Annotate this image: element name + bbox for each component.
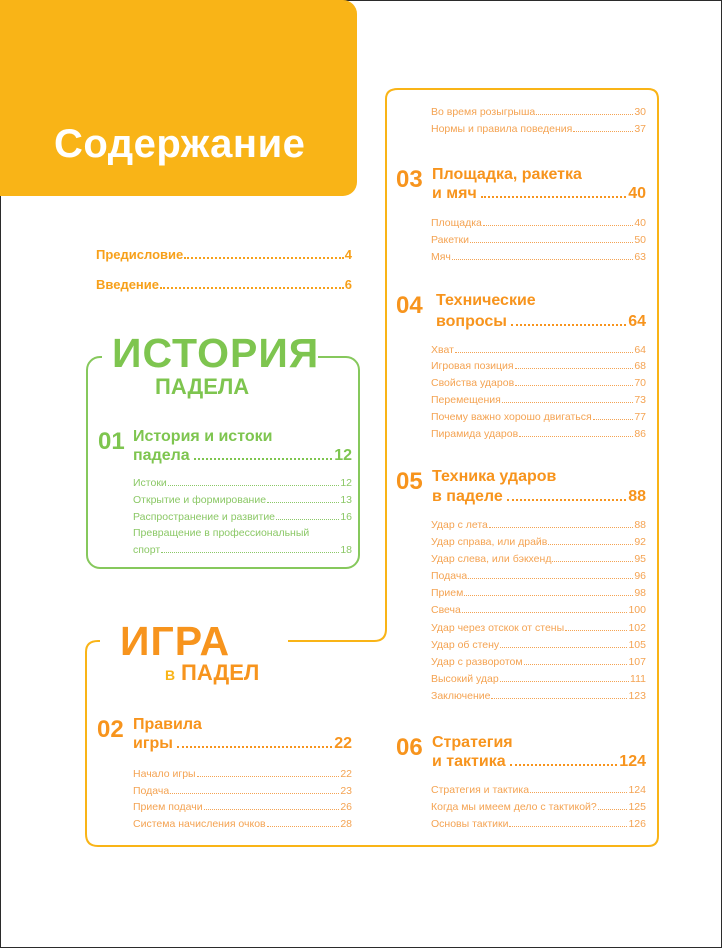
toc-item-page: 70: [634, 377, 646, 389]
toc-item-label: Истоки: [133, 477, 167, 489]
dot-leader: [500, 647, 627, 648]
toc-item[interactable]: [431, 690, 646, 707]
toc-item-page: 92: [634, 536, 646, 548]
toc-item-page: 86: [634, 428, 646, 440]
part-game-title: ИГРА: [120, 618, 231, 664]
dot-leader: [593, 419, 634, 420]
dot-leader: [524, 664, 628, 665]
toc-item-page: 63: [634, 251, 646, 263]
toc-item[interactable]: [431, 673, 646, 690]
toc-item-page: 96: [634, 570, 646, 582]
toc-item-label: Ракетки: [431, 234, 469, 246]
toc-item-label: Основы тактики: [431, 818, 509, 830]
toc-item-page: 18: [340, 544, 352, 556]
dot-leader: [500, 681, 629, 682]
toc-item[interactable]: [133, 511, 352, 528]
chapter-title-text: и мяч: [432, 185, 477, 202]
toc-item[interactable]: [133, 477, 352, 494]
toc-item-page: 68: [634, 360, 646, 372]
chapter-01-title-line2[interactable]: [133, 447, 352, 465]
toc-item[interactable]: [431, 570, 646, 587]
toc-item-label: Игровая позиция: [431, 360, 514, 372]
toc-item-page: 100: [628, 604, 646, 616]
toc-item-label: Удар через отскок от стены: [431, 622, 565, 634]
toc-item-page: 28: [340, 818, 352, 830]
toc-item-page: 12: [340, 477, 352, 489]
toc-item-label: Удар об стену: [431, 639, 500, 651]
toc-item[interactable]: [431, 784, 646, 801]
toc-item-label: Заключение: [431, 690, 491, 702]
dot-leader: [515, 368, 634, 369]
toc-item[interactable]: [431, 818, 646, 835]
page-title: Содержание: [54, 122, 306, 166]
part-game-title-small: В: [165, 667, 176, 683]
toc-item-label: Хват: [431, 344, 454, 356]
chapter-title-text: падела: [133, 447, 190, 464]
toc-item[interactable]: [431, 622, 646, 639]
toc-item[interactable]: [431, 639, 646, 656]
toc-item-page: 50: [634, 234, 646, 246]
toc-item-label: Высокий удар: [431, 673, 499, 685]
part-history-title: ИСТОРИЯ: [112, 330, 320, 376]
chapter-title-text: в паделе: [432, 488, 503, 505]
chapter-page: 22: [334, 735, 352, 752]
toc-item-label: Удар справа, или драйв: [431, 536, 548, 548]
toc-item-label: Удар с разворотом: [431, 656, 523, 668]
toc-item-label: Перемещения: [431, 394, 501, 406]
toc-item[interactable]: [133, 494, 352, 511]
toc-item-label: Стратегия и тактика: [431, 784, 530, 796]
toc-item-label: Начало игры: [133, 768, 196, 780]
toc-item[interactable]: [431, 411, 646, 428]
dot-leader: [464, 595, 633, 596]
toc-item-label: Подача: [431, 570, 468, 582]
toc-item-label: Распространение и развитие: [133, 511, 276, 523]
toc-item-label: Нормы и правила поведения: [431, 123, 573, 135]
part-game-subtitle: ПАДЕЛ: [181, 660, 260, 685]
chapter-01-number: 01: [98, 428, 125, 455]
toc-item-label: Свойства ударов: [431, 377, 515, 389]
chapter-page: 40: [628, 185, 646, 202]
dot-leader: [510, 764, 618, 766]
dot-leader: [204, 809, 340, 810]
part-history-subtitle: ПАДЕЛА: [155, 374, 250, 399]
toc-item-page: 111: [630, 673, 646, 685]
toc-item-page: 30: [634, 106, 646, 118]
dot-leader: [491, 698, 627, 699]
toc-entry-page: 4: [344, 247, 352, 262]
toc-item-page: 125: [628, 801, 646, 813]
dot-leader: [470, 242, 633, 243]
chapter-page: 12: [334, 447, 352, 464]
dot-leader: [455, 352, 633, 353]
chapter-04-title-line1[interactable]: Технические: [436, 292, 536, 309]
chapter-06-number: 06: [396, 734, 423, 761]
dot-leader: [462, 612, 628, 613]
dot-leader: [168, 485, 340, 486]
toc-item[interactable]: [431, 394, 646, 411]
chapter-04-number: 04: [396, 292, 423, 319]
dot-leader: [267, 826, 340, 827]
dot-leader: [509, 826, 627, 827]
toc-item[interactable]: [431, 360, 646, 377]
toc-item[interactable]: [133, 801, 352, 818]
chapter-page: 64: [628, 313, 646, 330]
dot-leader: [177, 746, 332, 748]
toc-item[interactable]: [431, 123, 646, 140]
toc-item-page: 22: [340, 768, 352, 780]
toc-item-page: 123: [628, 690, 646, 702]
chapter-page: 124: [619, 753, 646, 770]
toc-item[interactable]: [431, 106, 646, 123]
toc-item[interactable]: [133, 768, 352, 785]
toc-item-page: 26: [340, 801, 352, 813]
toc-item-label: Удар с лета: [431, 519, 488, 531]
toc-item[interactable]: [431, 344, 646, 361]
chapter-title-text: и тактика: [432, 753, 506, 770]
toc-item-label: Пирамида ударов: [431, 428, 519, 440]
dot-leader: [481, 196, 626, 198]
toc-item-page: 16: [340, 511, 352, 523]
toc-item-page: 37: [634, 123, 646, 135]
chapter-01-title-line1[interactable]: История и истоки: [133, 428, 273, 445]
toc-item-label: Подача: [133, 785, 170, 797]
dot-leader: [161, 552, 339, 553]
chapter-03-title-line1[interactable]: Площадка, ракетка: [432, 166, 582, 183]
dot-leader: [536, 114, 633, 115]
chapter-02-number: 02: [97, 716, 124, 743]
toc-entry-page: 6: [344, 277, 352, 292]
toc-item-page: 105: [628, 639, 646, 651]
chapter-05-number: 05: [396, 468, 423, 495]
toc-entry-label: Введение: [96, 277, 159, 292]
toc-item-page: 23: [340, 785, 352, 797]
dot-leader: [530, 792, 627, 793]
dot-leader: [511, 324, 626, 326]
chapter-05-title-line1[interactable]: Техника ударов: [432, 468, 557, 485]
toc-item-page: 13: [340, 494, 352, 506]
toc-item[interactable]: [133, 818, 352, 835]
toc-item-page: 107: [628, 656, 646, 668]
dot-leader: [194, 458, 333, 460]
toc-item-label: Удар слева, или бэкхенд: [431, 553, 552, 565]
chapter-06-title-line1[interactable]: Стратегия: [432, 734, 513, 751]
dot-leader: [170, 793, 339, 794]
toc-item-label: Прием подачи: [133, 801, 203, 813]
toc-item-label: Прием: [431, 587, 464, 599]
chapter-06-title-line2[interactable]: [432, 753, 646, 771]
toc-entry-label: Предисловие: [96, 247, 184, 262]
toc-item[interactable]: [431, 234, 646, 251]
dot-leader: [598, 809, 628, 810]
toc-item[interactable]: [431, 428, 646, 445]
toc-item-page: 98: [634, 587, 646, 599]
toc-item[interactable]: [431, 377, 646, 394]
toc-item[interactable]: [431, 217, 646, 234]
toc-item[interactable]: [431, 801, 646, 818]
toc-item-label: Когда мы имеем дело с тактикой?: [431, 801, 597, 813]
chapter-02-title-line1[interactable]: Правила: [133, 716, 202, 733]
toc-item-label: спорт: [133, 544, 161, 556]
toc-item[interactable]: [431, 604, 646, 621]
toc-item-page: 73: [634, 394, 646, 406]
toc-item-page: 124: [628, 784, 646, 796]
dot-leader: [197, 776, 340, 777]
dot-leader: [468, 578, 633, 579]
toc-item[interactable]: [133, 785, 352, 802]
toc-item-label: Система начисления очков: [133, 818, 266, 830]
toc-item[interactable]: [431, 251, 646, 268]
toc-item-label: Почему важно хорошо двигаться: [431, 411, 592, 423]
dot-leader: [548, 544, 633, 545]
toc-item-page: 64: [634, 344, 646, 356]
dot-leader: [452, 259, 633, 260]
toc-item-label: Открытие и формирование: [133, 494, 267, 506]
chapter-02-title-line2[interactable]: [133, 735, 352, 753]
toc-item[interactable]: [431, 587, 646, 604]
chapter-05-title-line2[interactable]: [432, 488, 646, 506]
chapter-title-text: игры: [133, 735, 173, 752]
dot-leader: [573, 131, 633, 132]
toc-item-page: 77: [634, 411, 646, 423]
dot-leader: [502, 402, 633, 403]
dot-leader: [483, 225, 633, 226]
toc-item-page: 102: [628, 622, 646, 634]
toc-item-page: 88: [634, 519, 646, 531]
dot-leader: [489, 527, 633, 528]
toc-item-page: 95: [634, 553, 646, 565]
chapter-page: 88: [628, 488, 646, 505]
dot-leader: [267, 502, 339, 503]
dot-leader: [276, 519, 339, 520]
dot-leader: [519, 436, 633, 437]
toc-item-label: Во время розыгрыша: [431, 106, 536, 118]
toc-item-page: 40: [634, 217, 646, 229]
toc-item-label: Площадка: [431, 217, 482, 229]
chapter-04-title-line2[interactable]: [436, 313, 646, 331]
dot-leader: [515, 385, 633, 386]
toc-item[interactable]: [133, 544, 352, 561]
toc-item-first-line[interactable]: [133, 527, 352, 544]
toc-item[interactable]: [431, 553, 646, 570]
chapter-03-title-line2[interactable]: [432, 185, 646, 203]
chapter-03-number: 03: [396, 166, 423, 193]
toc-item-page: 126: [628, 818, 646, 830]
toc-item[interactable]: [431, 536, 646, 553]
toc-item[interactable]: [431, 656, 646, 673]
toc-item-label: Свеча: [431, 604, 461, 616]
toc-item-label: Превращение в профессиональный: [133, 527, 310, 539]
dot-leader: [552, 561, 633, 562]
dot-leader: [507, 499, 626, 501]
toc-item-label: Мяч: [431, 251, 451, 263]
chapter-title-text: вопросы: [436, 313, 507, 330]
toc-item[interactable]: [431, 519, 646, 536]
dot-leader: [565, 630, 627, 631]
